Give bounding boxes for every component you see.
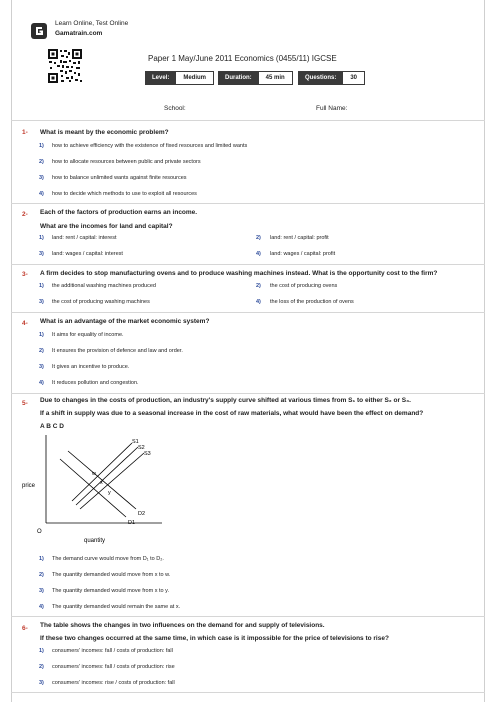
option-number: 1) (39, 235, 44, 241)
option-number: 4) (39, 604, 44, 610)
option-text: the cost of producing washing machines (52, 299, 150, 305)
option-text: consumers' incomes: fall / costs of production: rise (52, 664, 175, 670)
logo-tagline: Learn Online, Test Online (55, 20, 129, 27)
point-w-label: w (92, 471, 96, 477)
option-number: 3) (39, 299, 44, 305)
question-divider (11, 692, 485, 693)
option-number: 3) (39, 680, 44, 686)
question-text: What is an advantage of the market economic system? (40, 318, 210, 325)
qr-code-icon (47, 48, 83, 84)
option-number: 4) (256, 251, 261, 257)
option-number: 1) (39, 283, 44, 289)
question-text: Due to changes in the costs of production, an industry's supply curve shifted at various times from S₁ to either S₂ or S₃. (40, 397, 411, 404)
option-number: 3) (39, 251, 44, 257)
questions-badge (298, 71, 365, 85)
d2-label: D2 (138, 511, 146, 517)
level-value: Medium (176, 71, 214, 85)
school-label: School: (164, 105, 186, 112)
paper-title: Paper 1 May/June 2011 Economics (0455/11) IGCSE (148, 54, 337, 63)
page-border-right (484, 0, 485, 702)
question-text: A firm decides to stop manufacturing ovens and to produce washing machines instead. What is the opportunity cost to the firm? (40, 270, 438, 277)
option-text: The quantity demanded would move from x to y. (52, 588, 169, 594)
option-text: the cost of producing ovens (270, 283, 338, 289)
option-number: 2) (39, 664, 44, 670)
price-axis-label: price (22, 483, 36, 489)
option-text: land: wages / capital: profit (270, 251, 336, 257)
supply-curve-s3 (80, 453, 144, 509)
question-extra: A B C D (40, 423, 64, 430)
option-text: how to decide which methods to use to exploit all resources (52, 191, 197, 197)
option-text: the loss of the production of ovens (270, 299, 354, 305)
question-number: 4- (22, 320, 28, 327)
supply-demand-diagram (24, 433, 164, 543)
question-divider (11, 264, 485, 265)
option-text: land: rent / capital: interest (52, 235, 117, 241)
question-number: 1- (22, 129, 28, 136)
option-number: 1) (39, 143, 44, 149)
s3-label: S3 (144, 451, 151, 457)
option-number: 3) (39, 364, 44, 370)
question-number: 6- (22, 625, 28, 632)
option-number: 4) (256, 299, 261, 305)
header-divider (11, 120, 485, 121)
point-x-label: x (100, 480, 103, 486)
option-text: how to balance unlimited wants against finite resources (52, 175, 187, 181)
option-text: It reduces pollution and congestion. (52, 380, 139, 386)
question-subtext: If these two changes occurred at the same time, in which case is it impossible for the price of televisions to rise? (40, 635, 389, 642)
option-text: the additional washing machines produced (52, 283, 156, 289)
option-number: 4) (39, 191, 44, 197)
option-number: 2) (256, 235, 261, 241)
option-text: The quantity demanded would remain the same at x. (52, 604, 181, 610)
option-number: 3) (39, 175, 44, 181)
duration-label: Duration: (218, 71, 259, 85)
option-text: It gives an incentive to produce. (52, 364, 130, 370)
question-subtext: What are the incomes for land and capital? (40, 223, 173, 230)
option-number: 1) (39, 648, 44, 654)
option-number: 2) (256, 283, 261, 289)
question-text: The table shows the changes in two influences on the demand for and supply of televisions. (40, 622, 325, 629)
s2-label: S2 (138, 445, 145, 451)
option-number: 2) (39, 572, 44, 578)
option-text: how to allocate resources between public and private sectors (52, 159, 201, 165)
option-text: land: wages / capital: interest (52, 251, 123, 257)
option-number: 2) (39, 348, 44, 354)
option-text: It ensures the provision of defence and law and order. (52, 348, 183, 354)
supply-curve-s1 (72, 443, 132, 501)
question-divider (11, 616, 485, 617)
question-subtext: If a shift in supply was due to a seasonal increase in the cost of raw materials, what would have been the effect on demand? (40, 410, 424, 417)
option-text: The quantity demanded would move from x to w. (52, 572, 171, 578)
option-number: 1) (39, 332, 44, 338)
question-number: 5- (22, 400, 28, 407)
duration-badge (218, 71, 293, 85)
question-divider (11, 393, 485, 394)
question-divider (11, 312, 485, 313)
duration-value: 45 min (259, 71, 293, 85)
fullname-label: Full Name: (316, 105, 348, 112)
level-label: Level: (145, 71, 176, 85)
supply-curve-s2 (76, 447, 138, 505)
option-number: 2) (39, 159, 44, 165)
quantity-axis-label: quantity (84, 538, 106, 544)
gamatrain-logo-icon (30, 22, 48, 40)
point-y-label: y (108, 490, 111, 496)
page-border-left (11, 0, 12, 702)
option-text: consumers' incomes: fall / costs of production: fall (52, 648, 173, 654)
logo-site: Gamatrain.com (55, 30, 103, 37)
question-text: What is meant by the economic problem? (40, 129, 169, 136)
question-text: Each of the factors of production earns an income. (40, 209, 198, 216)
option-text: It aims for equality of income. (52, 332, 124, 338)
option-text: land: rent / capital: profit (270, 235, 329, 241)
option-text: consumers' incomes: rise / costs of production: fall (52, 680, 175, 686)
question-number: 3- (22, 271, 28, 278)
option-number: 3) (39, 588, 44, 594)
questions-value: 30 (343, 71, 365, 85)
option-text: The demand curve would move from D₁ to D₂. (52, 556, 164, 562)
option-text: how to achieve efficiency with the existence of fixed resources and limited wants (52, 143, 248, 149)
s1-label: S1 (132, 439, 139, 445)
option-number: 4) (39, 380, 44, 386)
origin-label: O (37, 529, 42, 535)
questions-label: Questions: (298, 71, 343, 85)
question-number: 2- (22, 211, 28, 218)
level-badge (145, 71, 214, 85)
option-number: 1) (39, 556, 44, 562)
question-divider (11, 203, 485, 204)
d1-label: D1 (128, 520, 136, 526)
